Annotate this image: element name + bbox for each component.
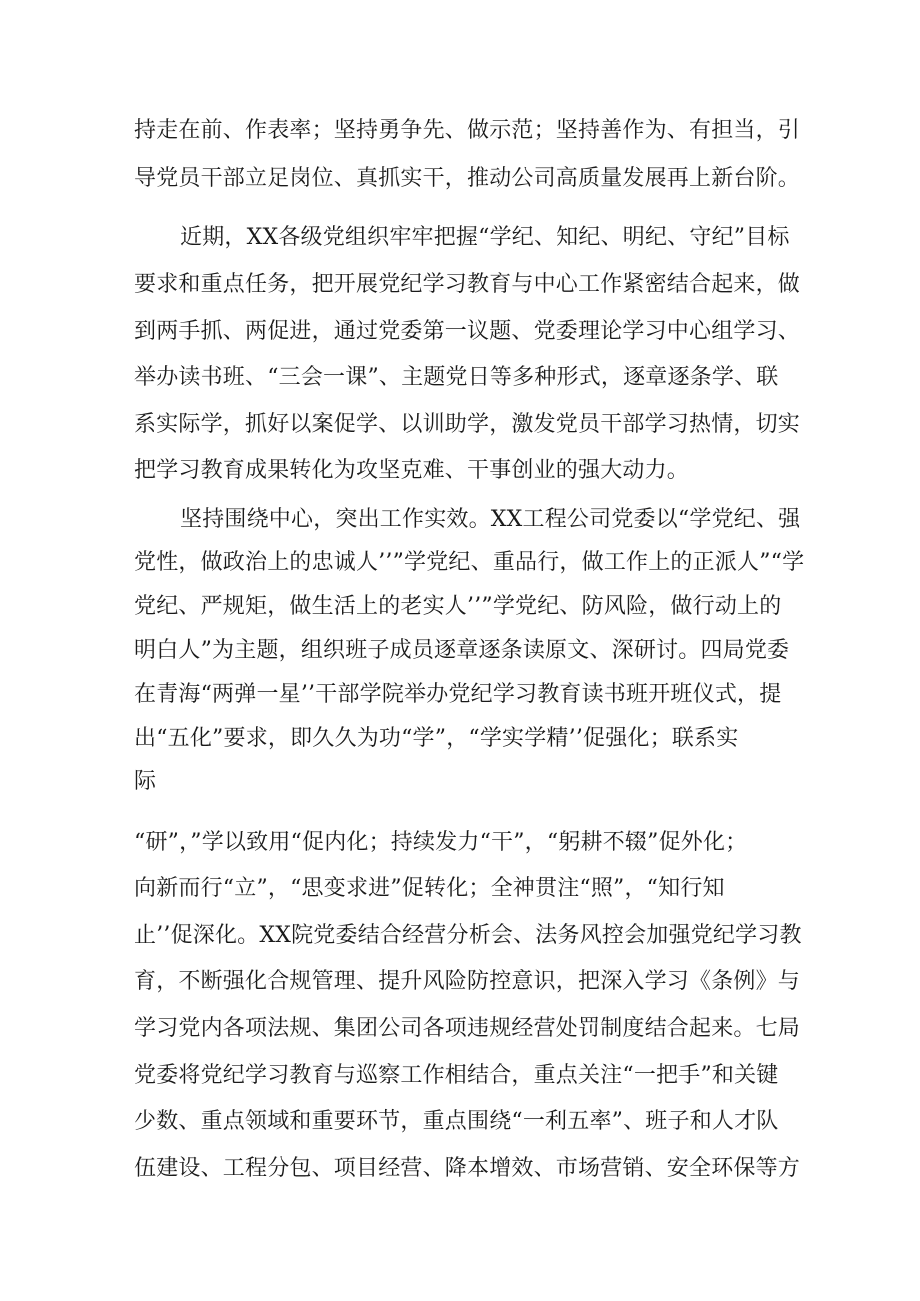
text-line: 党性，做政治上的忠诚人’’”学党纪、重品行，做工作上的正派人”“学	[134, 550, 805, 575]
text-line: “研”，”学以致用“促内化；持续发力“干”，“躬耕不辍”促外化；	[134, 830, 748, 855]
text-line: 际	[134, 769, 157, 794]
text-line: 明白人”为主题，组织班子成员逐章逐条读原文、深研讨。四局党委	[134, 638, 790, 663]
text-line: 系实际学，抓好以案促学、以训助学，激发党员干部学习热情，切实	[134, 412, 801, 437]
text-line: 要求和重点任务，把开展党纪学习教育与中心工作紧密结合起来，做	[134, 272, 801, 297]
text-line: 导党员干部立足岗位、真抓实干，推动公司高质量发展再上新台阶。	[134, 166, 801, 191]
text-line: 伍建设、工程分包、项目经营、降本增效、市场营销、安全环保等方	[134, 1156, 801, 1181]
text-line: 学习党内各项法规、集团公司各项违规经营处罚制度结合起来。七局	[134, 1016, 801, 1041]
text-line: 把学习教育成果转化为攻坚克难、干事创业的强大动力。	[134, 458, 690, 483]
text-line: 举办读书班、“三会一课”、主题党日等多种形式，逐章逐条学、联	[134, 365, 779, 390]
text-line: 出“五化”要求，即久久为功“学”，“学实学精’’促强化；联系实	[134, 726, 739, 751]
text-line: 少数、重点领域和重要环节，重点围绕“一利五率”、班子和人才队	[134, 1109, 779, 1134]
text-line: 到两手抓、两促进，通过党委第一议题、党委理论学习中心组学习、	[134, 319, 801, 344]
text-line: 近期，XX各级党组织牢牢把握“学纪、知纪、明纪、守纪”目标	[180, 225, 790, 250]
text-line: 向新而行“立”，“思变求进”促转化；全神贯注“照”，“知行知	[134, 876, 725, 901]
text-line: 坚持围绕中心，突出工作实效。XX工程公司党委以“学党纪、强	[180, 507, 801, 532]
text-line: 党纪、严规矩，做生活上的老实人’’”学党纪、防风险，做行动上的	[134, 594, 782, 619]
text-line: 育，不断强化合规管理、提升风险防控意识，把深入学习《条例》与	[134, 969, 801, 994]
text-line: 党委将党纪学习教育与巡察工作相结合，重点关注“一把手”和关键	[134, 1063, 779, 1088]
text-line: 持走在前、作表率；坚持勇争先、做示范；坚持善作为、有担当，引	[134, 118, 801, 143]
text-line: 在青海“两弹一星’’干部学院举办党纪学习教育读书班开班仪式，提	[134, 682, 782, 707]
text-line: 止’’促深化。XX院党委结合经营分析会、法务风控会加强党纪学习教	[134, 923, 802, 948]
